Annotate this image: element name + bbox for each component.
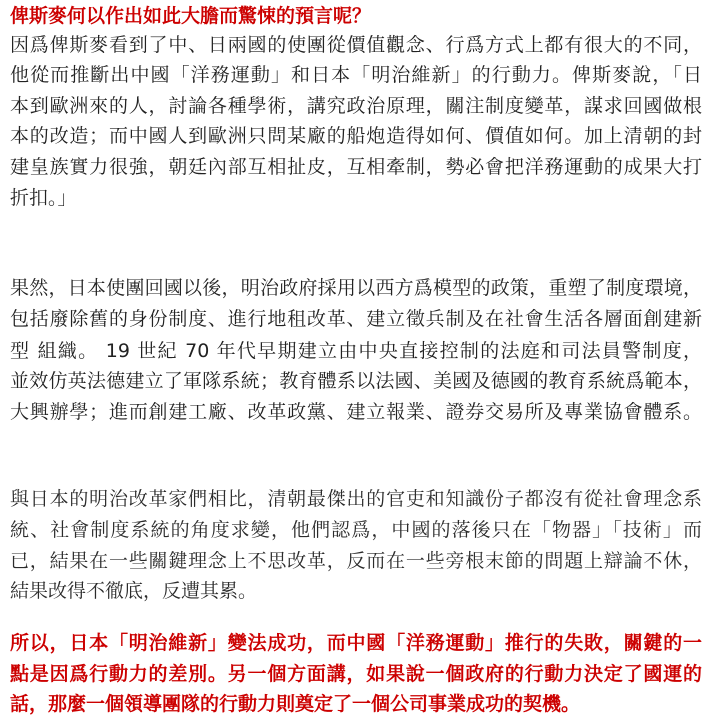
paragraph-1-line: 因爲俾斯麥看到了中、日兩國的使團從價值觀念、行爲方式上都有很大的不同， xyxy=(10,34,702,56)
paragraph-1-line: 本的改造；而中國人到歐洲只問某廠的船炮造得如何、價值如何。加上清朝的封 xyxy=(10,125,702,147)
conclusion-line: 點是因爲行動力的差別。另一個方面講，如果說一個政府的行動力決定了國運的 xyxy=(10,663,702,685)
paragraph-2-line: 型 組織。 19 世紀 70 年代早期建立由中央直接控制的法庭和司法員警制度， xyxy=(10,340,702,362)
paragraph-3-line: 與日本的明治改革家們相比，清朝最傑出的官吏和知識份子都沒有從社會理念系 xyxy=(10,488,702,510)
conclusion-line: 話，那麼一個領導團隊的行動力則奠定了一個公司事業成功的契機。 xyxy=(10,693,581,715)
conclusion-line: 所以，日本「明治維新」變法成功，而中國「洋務運動」推行的失敗，關鍵的一 xyxy=(10,632,702,654)
paragraph-2-line: 果然，日本使團回國以後，明治政府採用以西方爲模型的政策，重塑了制度環境， xyxy=(10,277,702,299)
paragraph-2-line: 包括廢除舊的身份制度、進行地租改革、建立徵兵制及在社會生活各層面創建新 xyxy=(10,308,702,330)
paragraph-1-line: 折扣。」 xyxy=(10,187,77,209)
paragraph-3-line: 統、社會制度系統的角度求變，他們認爲，中國的落後只在「物器」「技術」而 xyxy=(10,519,702,541)
paragraph-3-line: 已，結果在一些關鍵理念上不思改革，反而在一些旁根末節的問題上辯論不休， xyxy=(10,550,702,572)
paragraph-1-line: 建皇族實力很強，朝廷內部互相扯皮，互相牽制，勢必會把洋務運動的成果大打 xyxy=(10,156,702,178)
paragraph-1-line: 他從而推斷出中國「洋務運動」和日本「明治維新」的行動力。俾斯麥說，「日 xyxy=(10,64,702,86)
paragraph-1-line: 本到歐洲來的人，討論各種學術，講究政治原理，關注制度變革，謀求回國做根 xyxy=(10,95,702,117)
paragraph-2-line: 並效仿英法德建立了軍隊系統；教育體系以法國、美國及德國的教育系統爲範本， xyxy=(10,370,702,392)
paragraph-2-line: 大興辦學；進而創建工廠、改革政黨、建立報業、證券交易所及專業協會體系。 xyxy=(10,401,702,423)
article-title: 俾斯麥何以作出如此大膽而驚悚的預言呢？ xyxy=(10,5,372,27)
paragraph-3-line: 結果改得不徹底，反遭其累。 xyxy=(10,580,258,602)
